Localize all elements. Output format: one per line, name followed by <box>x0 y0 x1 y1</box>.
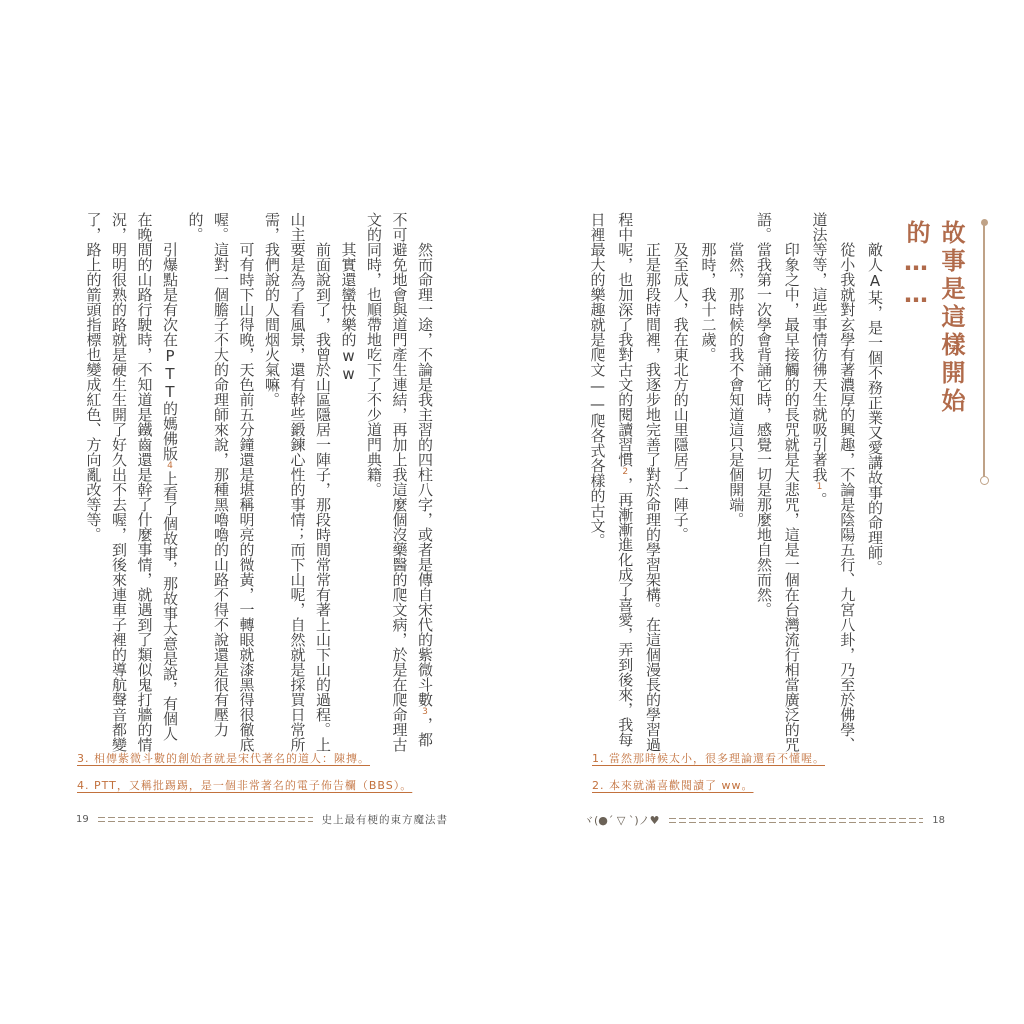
paragraph-text: 從小我就對玄學有著濃厚的興趣，不論是陰陽五行、九宮八卦，乃至於佛學、道法等等，這些事情彷彿天生就吸引著我 <box>810 212 857 752</box>
footnote-marker: 1 <box>814 482 825 492</box>
left-page-footer <box>76 812 448 827</box>
book-title: 史上最有梗的東方魔法書 <box>321 814 448 826</box>
paragraph-text: ，再漸漸進化成了喜愛，弄到後來，我每日裡最大的樂趣就是爬文——爬各式各樣的古文。 <box>588 212 635 747</box>
page-number-left: 19 <box>76 814 89 825</box>
right-page-footnotes <box>592 750 825 804</box>
title-rule-circle-icon <box>980 476 989 485</box>
paragraph <box>694 212 722 752</box>
paragraph-text: 正是那段時間裡，我逐步地完善了對於命理的學習架構。在這個漫長的學習過程中呢，也加深了我對古文的閱讀習慣 <box>616 212 662 752</box>
right-page-footer <box>583 812 945 828</box>
page-number-right: 18 <box>932 814 945 826</box>
paragraph <box>666 212 694 752</box>
footnote-marker: 2 <box>620 467 631 477</box>
paragraph-text: 印象之中，最早接觸的的長咒就是大悲咒，這是一個在台灣流行相當廣泛的咒語。當我第一次學會背誦它時，感覺一切是那麼地自然而然。 <box>755 212 801 752</box>
chapter-title-rule <box>977 220 991 482</box>
paragraph <box>749 212 805 752</box>
paragraph <box>361 212 438 752</box>
left-page-footnotes <box>77 750 412 804</box>
chapter-title-block <box>899 220 991 482</box>
paragraph-text: 可有時下山得晚，天色前五分鐘還是堪稱明亮的微黃，一轉眼就漆黑得很徹底喔。這對一個膽子不大的命理師來說，那種黑嚕嚕的山路不得不說還是很有壓力的。 <box>186 212 256 752</box>
paragraph-text: ，都不可避免地會與道門產生連結，再加上我這麼個沒藥醫的爬文病，於是在爬命理古文的同時，也順帶地吃下了不少道門典籍。 <box>365 212 434 752</box>
title-rule-line <box>983 223 985 479</box>
paragraph-text: 前面說到了，我曾於山區隱居一陣子，那段時間常常有著上山下山的過程。上山主要是為了看風景，還有幹些鍛鍊心性的事情；而下山呢，自然就是採買日常所需，我們說的人間烟火氣嘛。 <box>263 212 332 752</box>
paragraph-text: 敵人A某，是一個不務正業又愛講故事的命理師。 <box>866 242 884 575</box>
paragraph <box>259 212 336 752</box>
title-rule-dot-icon <box>981 219 988 226</box>
paragraph <box>335 212 361 752</box>
paragraph <box>583 212 666 752</box>
paragraph-text: 及至成人，我在東北方的山里隱居了一陣子。 <box>671 242 690 542</box>
kaomoji-decoration: ヾ(●´ ▽ `)ノ♥ <box>583 814 660 827</box>
footnote: 4. PTT，又稱批踢踢，是一個非常著名的電子佈告欄（BBS）。 <box>77 779 413 792</box>
paragraph <box>722 212 750 752</box>
footnote: 1. 當然那時候太小，很多理論還看不懂喔。 <box>592 752 825 765</box>
footer-rule <box>669 818 924 823</box>
right-page-body <box>566 212 888 752</box>
paragraph-text: 。 <box>810 492 829 507</box>
paragraph <box>80 212 182 752</box>
paragraph <box>860 212 888 752</box>
paragraph-text: 上看了個故事，那故事大意是說，有個人在晚間的山路行駛時，不知道是鐵齒還是幹了什麼事情，就遇到了類似鬼打牆的情況，明明很熟的路就是硬生生開了好久出不去喔，到後來連車子裡的導航聲音都變了，路上的箭頭指標也變成紅色、方向亂改等等。 <box>84 212 179 752</box>
paragraph <box>182 212 259 752</box>
footnote-marker: 3 <box>420 707 430 717</box>
left-page-body <box>73 212 437 752</box>
paragraph-text: 然而命理一途，不論是我主習的四柱八字，或者是傳自宋代的紫微斗數 <box>416 242 434 707</box>
paragraph-text: 引爆點是有次在PTT的媽佛版 <box>161 242 179 461</box>
chapter-title: 故事是這樣開始的…… <box>902 220 965 416</box>
footnote: 3. 相傳紫微斗數的創始者就是宋代著名的道人：陳摶。 <box>77 752 370 765</box>
paragraph-text: 當然，那時候的我不會知道這只是個開端。 <box>727 242 746 527</box>
paragraph <box>805 212 861 752</box>
paragraph-text: 其實還蠻快樂的ww <box>339 242 358 383</box>
footer-rule <box>98 817 313 822</box>
paragraph-text: 那時，我十二歲。 <box>699 242 718 362</box>
footnote-marker: 4 <box>165 461 175 471</box>
footnote: 2. 本來就滿喜歡閱讀了 ww。 <box>592 779 754 792</box>
